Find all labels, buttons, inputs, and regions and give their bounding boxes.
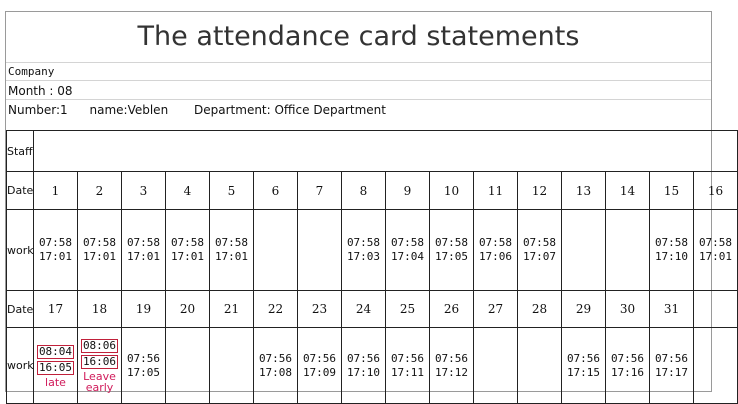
work-row-1 — [7, 210, 738, 291]
clock-in-time: 07:56 — [390, 351, 425, 365]
work-cell — [518, 328, 562, 404]
clock-in-time: 07:56 — [610, 351, 645, 365]
date-cell: 4 — [166, 172, 210, 210]
employee-number: Number:1 — [8, 103, 68, 117]
date-cell: 19 — [122, 291, 166, 328]
work-cell — [650, 210, 694, 291]
date-cell: 12 — [518, 172, 562, 210]
date-cell: 23 — [298, 291, 342, 328]
work-cell — [210, 328, 254, 404]
work-cell — [386, 210, 430, 291]
clock-out-time: 16:06 — [82, 355, 117, 368]
employee-info — [8, 103, 408, 117]
clock-in-time: 07:58 — [390, 236, 425, 249]
date-cell: 7 — [298, 172, 342, 210]
clock-in-time: 07:56 — [654, 351, 689, 365]
clock-in-time: 07:56 — [302, 351, 337, 365]
date-cell: 13 — [562, 172, 606, 210]
date-row-2 — [7, 291, 738, 328]
clock-out-time: 17:10 — [654, 250, 689, 263]
month-label: Month : 08 — [8, 84, 73, 98]
work-cell — [78, 210, 122, 291]
work-cell — [430, 328, 474, 404]
staff-row — [7, 131, 738, 172]
divider — [6, 99, 711, 100]
work-label: work — [7, 328, 34, 404]
date-cell: 22 — [254, 291, 298, 328]
date-cell — [694, 291, 738, 328]
clock-in-time: 07:56 — [434, 351, 469, 365]
date-cell: 30 — [606, 291, 650, 328]
date-cell: 6 — [254, 172, 298, 210]
clock-out-time: 17:04 — [390, 250, 425, 263]
work-cell — [606, 210, 650, 291]
clock-out-time: 17:10 — [346, 365, 381, 379]
work-cell — [650, 328, 694, 404]
clock-out-time: 17:05 — [434, 250, 469, 263]
staff-label: Staff — [7, 131, 34, 172]
work-cell — [518, 210, 562, 291]
clock-in-time: 07:58 — [170, 236, 205, 249]
clock-out-time: 17:09 — [302, 365, 337, 379]
clock-out-time: 17:16 — [610, 365, 645, 379]
work-cell — [122, 328, 166, 404]
clock-in-time: 07:58 — [214, 236, 249, 249]
work-cell — [210, 210, 254, 291]
clock-out-time: 17:07 — [522, 250, 557, 263]
work-cell — [122, 210, 166, 291]
date-cell: 10 — [430, 172, 474, 210]
attendance-sheet — [5, 11, 733, 394]
clock-out-time: 17:08 — [258, 365, 293, 379]
staff-value — [34, 131, 738, 172]
date-cell: 14 — [606, 172, 650, 210]
work-cell — [474, 328, 518, 404]
date-cell: 9 — [386, 172, 430, 210]
work-cell — [166, 210, 210, 291]
work-cell — [34, 210, 78, 291]
clock-out-time: 17:03 — [346, 250, 381, 263]
work-cell — [694, 328, 738, 404]
clock-in-time: 07:56 — [346, 351, 381, 365]
clock-out-time: 16:05 — [38, 360, 73, 374]
date-row-1 — [7, 172, 738, 210]
clock-in-time: 07:58 — [126, 236, 161, 249]
clock-out-time: 17:06 — [478, 250, 513, 263]
date-cell: 15 — [650, 172, 694, 210]
clock-out-time: 17:01 — [38, 250, 73, 263]
clock-out-time: 17:11 — [390, 365, 425, 379]
work-cell — [694, 210, 738, 291]
clock-out-time: 17:01 — [170, 250, 205, 263]
clock-in-time: 07:58 — [478, 236, 513, 249]
work-cell — [254, 328, 298, 404]
clock-out-time: 17:15 — [566, 365, 601, 379]
company-label: Company — [8, 65, 55, 78]
work-cell — [166, 328, 210, 404]
clock-in-time: 08:04 — [38, 344, 73, 358]
clock-in-time: 07:56 — [126, 351, 161, 365]
clock-in-time: 07:58 — [434, 236, 469, 249]
date-cell: 5 — [210, 172, 254, 210]
clock-out-time: 17:17 — [654, 365, 689, 379]
work-cell — [606, 328, 650, 404]
employee-department: Department: Office Department — [194, 103, 386, 117]
clock-out-time: 17:12 — [434, 365, 469, 379]
work-cell — [474, 210, 518, 291]
date-cell: 29 — [562, 291, 606, 328]
attendance-note: Leave early — [83, 370, 116, 394]
clock-in-time: 07:58 — [654, 236, 689, 249]
work-cell — [562, 210, 606, 291]
divider — [6, 62, 711, 63]
date-cell: 20 — [166, 291, 210, 328]
clock-in-time: 07:56 — [566, 351, 601, 365]
work-cell — [430, 210, 474, 291]
date-cell: 16 — [694, 172, 738, 210]
page-title: The attendance card statements — [137, 21, 580, 52]
date-cell: 3 — [122, 172, 166, 210]
work-cell — [254, 210, 298, 291]
clock-in-time: 07:58 — [38, 236, 73, 249]
work-cell — [78, 328, 122, 404]
work-label: work — [7, 210, 34, 291]
work-cell — [342, 210, 386, 291]
date-cell: 31 — [650, 291, 694, 328]
date-cell: 27 — [474, 291, 518, 328]
work-cell — [342, 328, 386, 404]
date-cell: 18 — [78, 291, 122, 328]
clock-in-time: 07:58 — [698, 236, 733, 249]
clock-out-time: 17:01 — [698, 250, 733, 263]
clock-out-time: 17:01 — [82, 250, 117, 263]
date-cell: 21 — [210, 291, 254, 328]
employee-name: name:Veblen — [89, 103, 169, 117]
clock-out-time: 17:01 — [214, 250, 249, 263]
date-cell: 25 — [386, 291, 430, 328]
date-cell: 17 — [34, 291, 78, 328]
clock-in-time: 07:58 — [82, 236, 117, 249]
work-cell — [298, 210, 342, 291]
date-cell: 28 — [518, 291, 562, 328]
work-cell — [562, 328, 606, 404]
clock-in-time: 07:58 — [522, 236, 557, 249]
work-cell — [298, 328, 342, 404]
clock-out-time: 17:01 — [126, 250, 161, 263]
clock-out-time: 17:05 — [126, 365, 161, 379]
date-cell: 26 — [430, 291, 474, 328]
divider — [6, 80, 711, 81]
date-cell: 1 — [34, 172, 78, 210]
attendance-note: late — [45, 375, 66, 389]
date-cell: 11 — [474, 172, 518, 210]
work-cell — [34, 328, 78, 404]
clock-in-time: 07:58 — [346, 236, 381, 249]
clock-in-time: 07:56 — [258, 351, 293, 365]
work-row-2 — [7, 328, 738, 404]
date-cell: 24 — [342, 291, 386, 328]
date-label: Date — [7, 291, 34, 328]
date-cell: 8 — [342, 172, 386, 210]
work-cell — [386, 328, 430, 404]
attendance-grid — [6, 130, 738, 404]
date-label: Date — [7, 172, 34, 210]
clock-in-time: 08:06 — [82, 339, 117, 352]
date-cell: 2 — [78, 172, 122, 210]
